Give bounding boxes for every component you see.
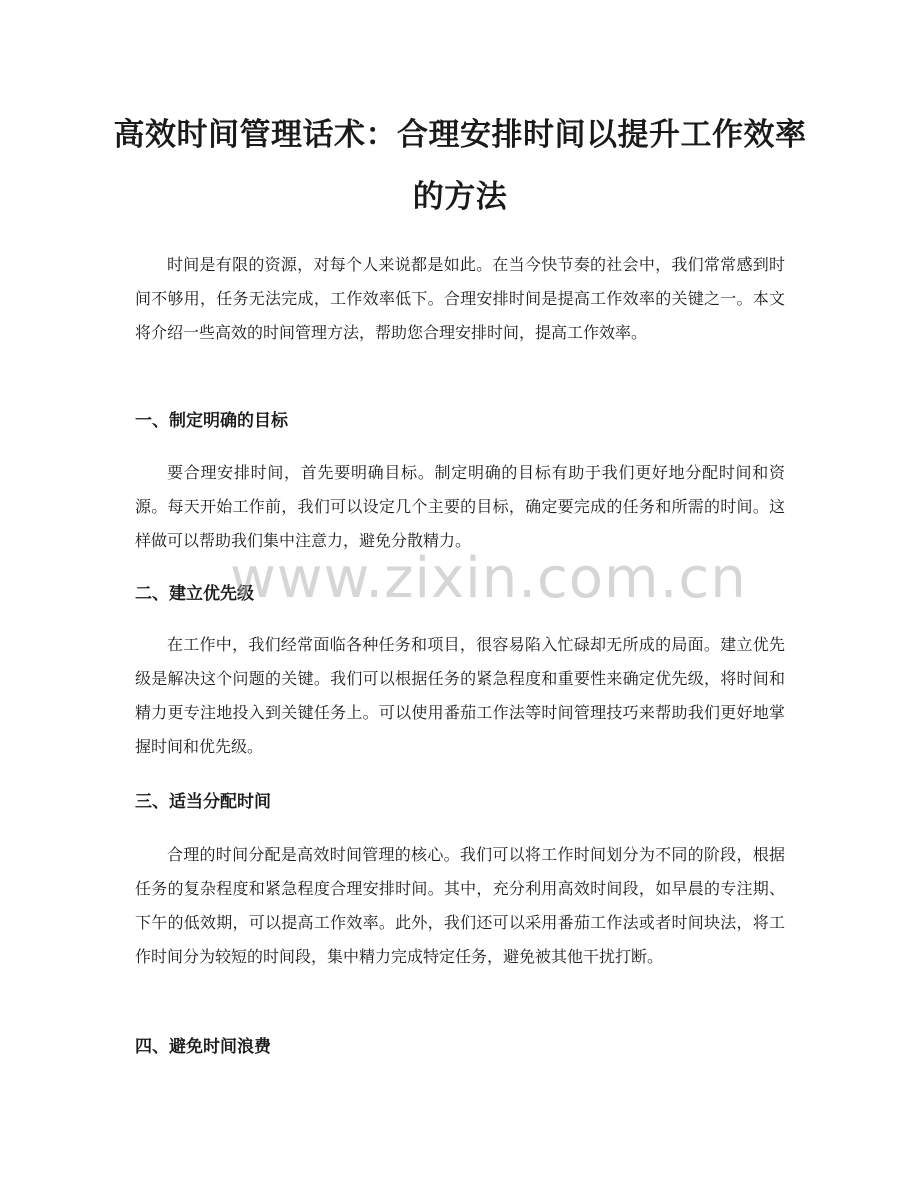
document-title: 高效时间管理话术：合理安排时间以提升工作效率的方法 bbox=[113, 117, 807, 215]
intro-paragraph: 时间是有限的资源，对每个人来说都是如此。在当今快节奏的社会中，我们常常感到时间不够用，任务无法完成，工作效率低下。合理安排时间是提高工作效率的关键之一。本文将介绍一些高效的时间管理方法，帮助您合理安排时间，提高工作效率。 bbox=[135, 255, 785, 342]
section-heading-2: 二、建立优先级 bbox=[135, 584, 254, 604]
section-body-3: 合理的时间分配是高效时间管理的核心。我们可以将工作时间划分为不同的阶段，根据任务的复杂程度和紧急程度合理安排时间。其中，充分利用高效时间段，如早晨的专注期、下午的低效期，可以提高工作效率。此外，我们还可以采用番茄工作法或者时间块法，将工作时间分为较短的时间段，集中精力完成特定任务，避免被其他干扰打断。 bbox=[135, 845, 785, 966]
section-heading-3: 三、适当分配时间 bbox=[135, 792, 271, 812]
section-body-1: 要合理安排时间，首先要明确目标。制定明确的目标有助于我们更好地分配时间和资源。每天开始工作前，我们可以设定几个主要的目标，确定要完成的任务和所需的时间。这样做可以帮助我们集中注意力，避免分散精力。 bbox=[135, 463, 785, 550]
section-body-2: 在工作中，我们经常面临各种任务和项目，很容易陷入忙碌却无所成的局面。建立优先级是解决这个问题的关键。我们可以根据任务的紧急程度和重要性来确定优先级，将时间和精力更专注地投入到关键任务上。可以使用番茄工作法等时间管理技巧来帮助我们更好地掌握时间和优先级。 bbox=[135, 635, 785, 756]
section-heading-1: 一、制定明确的目标 bbox=[135, 411, 288, 431]
section-heading-4: 四、避免时间浪费 bbox=[135, 1037, 271, 1057]
watermark: www.zixin.com.cn bbox=[230, 546, 747, 611]
